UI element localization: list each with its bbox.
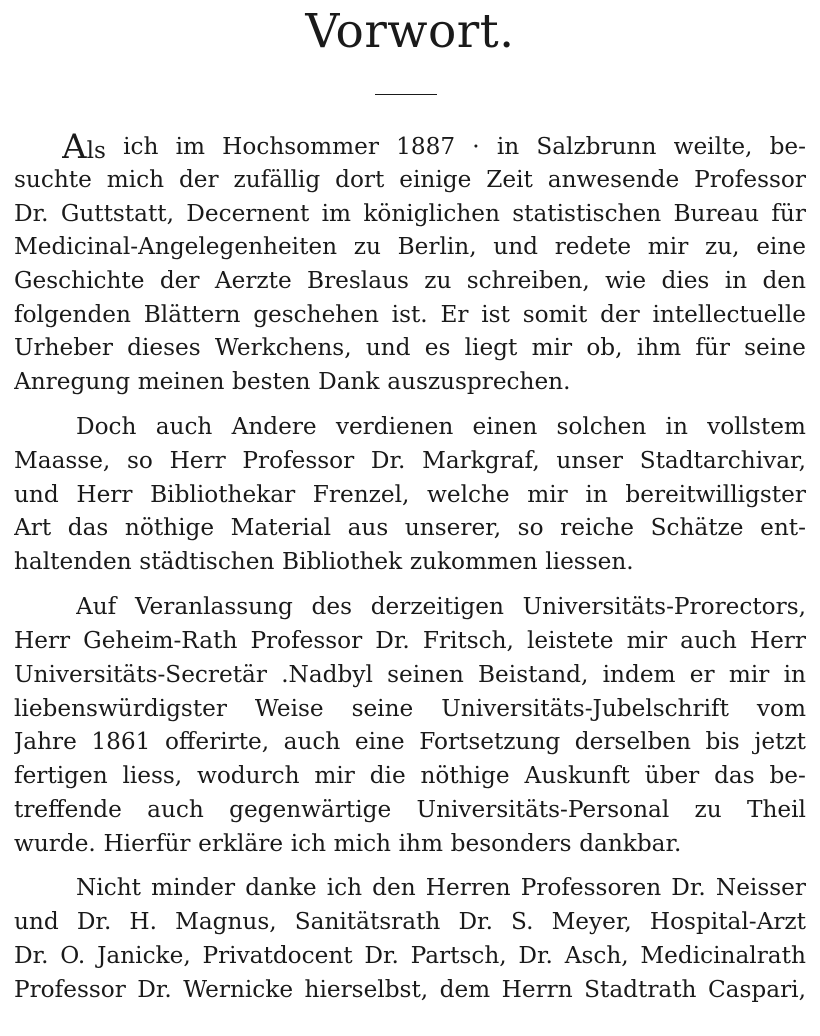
- text-line: liebenswürdigster Weise seine Universitäts-Jubelschrift vom: [14, 695, 806, 722]
- text-line: Nicht minder danke ich den Herren Professoren Dr. Neisser: [76, 874, 806, 901]
- text-line: Dr. Guttstatt, Decernent im königlichen statistischen Bureau für: [14, 200, 806, 227]
- text-line: Art das nöthige Material aus unserer, so reiche Schätze ent-: [14, 514, 806, 541]
- text-line: Anregung meinen besten Dank auszusprechen.: [14, 368, 571, 395]
- text-line: Universitäts-Secretär .Nadbyl seinen Beistand, indem er mir in: [14, 661, 806, 688]
- text-line: Auf Veranlassung des derzeitigen Universitäts-Prorectors,: [76, 593, 806, 620]
- text-line: Medicinal-Angelegenheiten zu Berlin, und redete mir zu, eine: [14, 233, 806, 260]
- text-line: Geschichte der Aerzte Breslaus zu schreiben, wie dies in den: [14, 267, 806, 294]
- text-line: Als ich im Hochsommer 1887 · in Salzbrunn weilte, be-: [62, 130, 806, 164]
- title-divider: [375, 94, 437, 95]
- text-line: Herr Geheim-Rath Professor Dr. Fritsch, leistete mir auch Herr: [14, 627, 806, 654]
- text-line: und Dr. H. Magnus, Sanitätsrath Dr. S. Meyer, Hospital-Arzt: [14, 908, 806, 935]
- text-line: treffende auch gegenwärtige Universitäts-Personal zu Theil: [14, 796, 806, 823]
- text-line: wurde. Hierfür erkläre ich mich ihm besonders dankbar.: [14, 830, 682, 857]
- text-line: haltenden städtischen Bibliothek zukommen liessen.: [14, 548, 634, 575]
- text-line: fertigen liess, wodurch mir die nöthige Auskunft über das be-: [14, 762, 806, 789]
- text-line: folgenden Blättern geschehen ist. Er ist somit der intellectuelle: [14, 301, 806, 328]
- text-line: Professor Dr. Wernicke hierselbst, dem Herrn Stadtrath Caspari,: [14, 976, 806, 1003]
- text-line: Urheber dieses Werkchens, und es liegt mir ob, ihm für seine: [14, 334, 806, 361]
- page-title: Vorwort.: [305, 4, 515, 59]
- text-line: Maasse, so Herr Professor Dr. Markgraf, unser Stadtarchivar,: [14, 447, 806, 474]
- text-line: suchte mich der zufällig dort einige Zeit anwesende Professor: [14, 166, 806, 193]
- text-line: Dr. O. Janicke, Privatdocent Dr. Partsch, Dr. Asch, Medicinalrath: [14, 942, 806, 969]
- text-line: Jahre 1861 offerirte, auch eine Fortsetzung derselben bis jetzt: [14, 728, 806, 755]
- text-line: und Herr Bibliothekar Frenzel, welche mir in bereitwilligster: [14, 481, 806, 508]
- text-line: Doch auch Andere verdienen einen solchen in vollstem: [76, 413, 806, 440]
